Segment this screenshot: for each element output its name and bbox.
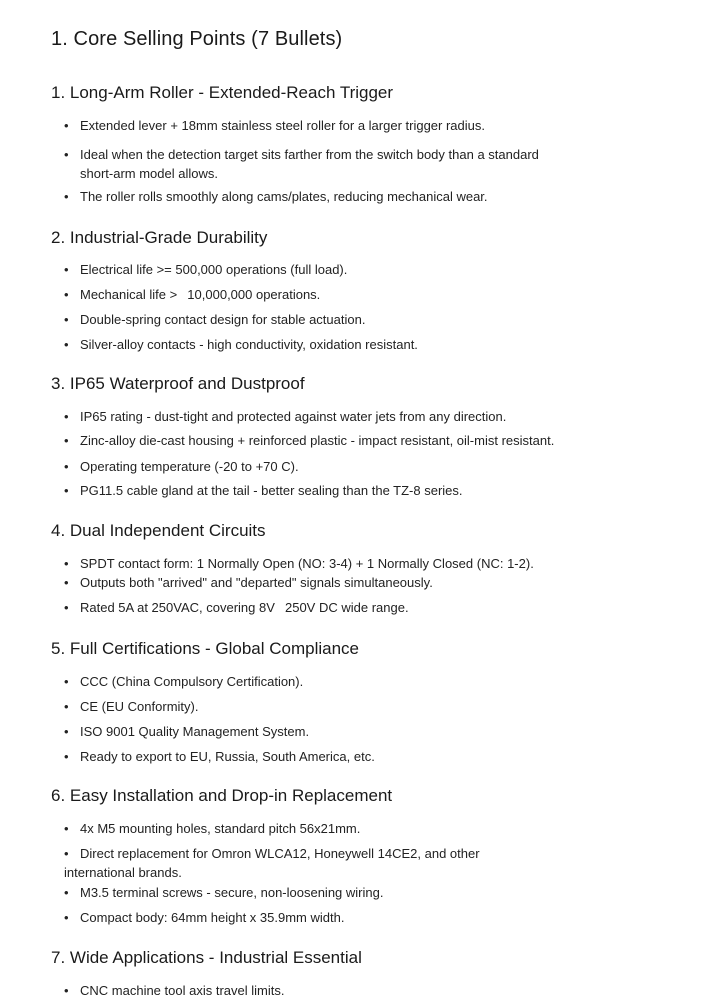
list-item	[64, 407, 506, 426]
bullet-icon: •	[64, 885, 69, 900]
bullet-text: Silver-alloy contacts - high conductivity, oxidation resistant.	[80, 337, 418, 352]
section-heading: 2. Industrial-Grade Durability	[51, 228, 268, 247]
list-item	[64, 116, 485, 135]
list-item	[64, 431, 554, 450]
list-item	[64, 573, 433, 592]
list-item	[64, 747, 375, 766]
bullet-icon: •	[64, 337, 69, 352]
bullet-text: The roller rolls smoothly along cams/plates, reducing mechanical wear.	[80, 189, 488, 204]
bullet-text: Operating temperature (-20 to +70 C).	[80, 459, 299, 474]
bullet-text: Double-spring contact design for stable actuation.	[80, 312, 366, 327]
bullet-icon: •	[64, 312, 69, 327]
list-item	[64, 145, 539, 183]
bullet-icon: •	[64, 459, 69, 474]
bullet-text: Ready to export to EU, Russia, South America, etc.	[80, 749, 375, 764]
bullet-icon: •	[64, 118, 69, 133]
bullet-text: M3.5 terminal screws - secure, non-loosening wiring.	[80, 885, 384, 900]
list-item	[64, 260, 347, 279]
section-heading: 5. Full Certifications - Global Compliance	[51, 639, 360, 658]
list-item	[64, 481, 463, 500]
bullet-text: PG11.5 cable gland at the tail - better sealing than the TZ-8 series.	[80, 483, 463, 498]
list-item	[64, 187, 488, 206]
bullet-text: IP65 rating - dust-tight and protected against water jets from any direction.	[80, 409, 507, 424]
bullet-text: Outputs both "arrived" and "departed" signals simultaneously.	[80, 575, 433, 590]
bullet-icon: •	[64, 575, 69, 590]
bullet-icon: •	[64, 910, 69, 925]
page-title: 1. Core Selling Points (7 Bullets)	[51, 28, 343, 50]
list-item	[64, 554, 534, 573]
bullet-text: ISO 9001 Quality Management System.	[80, 724, 310, 739]
bullet-icon: •	[64, 600, 69, 615]
section-heading: 7. Wide Applications - Industrial Essential	[51, 948, 362, 967]
bullet-text-continued: short-arm model allows.	[80, 166, 218, 181]
bullet-text: Zinc-alloy die-cast housing + reinforced plastic - impact resistant, oil-mist resistant.	[80, 433, 555, 448]
list-item	[64, 697, 198, 716]
bullet-icon: •	[64, 287, 69, 302]
bullet-icon: •	[64, 846, 69, 861]
bullet-text: Extended lever + 18mm stainless steel roller for a larger trigger radius.	[80, 118, 485, 133]
list-item	[64, 844, 480, 882]
bullet-text: 4x M5 mounting holes, standard pitch 56x21mm.	[80, 821, 361, 836]
list-item	[64, 310, 365, 329]
section-heading: 1. Long-Arm Roller - Extended-Reach Trigger	[51, 83, 394, 102]
bullet-text: SPDT contact form: 1 Normally Open (NO: 3-4) + 1 Normally Closed (NC: 1-2).	[80, 556, 534, 571]
list-item	[64, 598, 409, 617]
bullet-icon: •	[64, 409, 69, 424]
bullet-icon: •	[64, 724, 69, 739]
bullet-icon: •	[64, 433, 69, 448]
bullet-icon: •	[64, 821, 69, 836]
bullet-icon: •	[64, 262, 69, 277]
bullet-text: Electrical life >= 500,000 operations (full load).	[80, 262, 348, 277]
section-heading: 3. IP65 Waterproof and Dustproof	[51, 374, 305, 393]
list-item	[64, 722, 309, 741]
bullet-text: Ideal when the detection target sits farther from the switch body than a standard	[80, 147, 539, 162]
bullet-icon: •	[64, 556, 69, 571]
list-item	[64, 819, 360, 838]
bullet-text: CE (EU Conformity).	[80, 699, 199, 714]
list-item	[64, 672, 303, 691]
list-item	[64, 335, 418, 354]
list-item	[64, 285, 320, 304]
bullet-icon: •	[64, 483, 69, 498]
bullet-text: Compact body: 64mm height x 35.9mm width.	[80, 910, 345, 925]
bullet-text: CNC machine tool axis travel limits.	[80, 983, 285, 998]
bullet-icon: •	[64, 699, 69, 714]
bullet-icon: •	[64, 983, 69, 998]
bullet-icon: •	[64, 189, 69, 204]
bullet-text: Direct replacement for Omron WLCA12, Honeywell 14CE2, and other	[80, 846, 480, 861]
list-item	[64, 981, 284, 1000]
section-heading: 4. Dual Independent Circuits	[51, 521, 266, 540]
bullet-text: Rated 5A at 250VAC, covering 8V 250V DC wide range.	[80, 600, 409, 615]
bullet-icon: •	[64, 749, 69, 764]
bullet-icon: •	[64, 674, 69, 689]
bullet-text-continued: international brands.	[64, 865, 182, 880]
bullet-text: CCC (China Compulsory Certification).	[80, 674, 304, 689]
list-item	[64, 883, 383, 902]
bullet-text: Mechanical life > 10,000,000 operations.	[80, 287, 321, 302]
bullet-icon: •	[64, 147, 69, 162]
list-item	[64, 908, 344, 927]
section-heading: 6. Easy Installation and Drop-in Replacement	[51, 786, 393, 805]
list-item	[64, 457, 299, 476]
